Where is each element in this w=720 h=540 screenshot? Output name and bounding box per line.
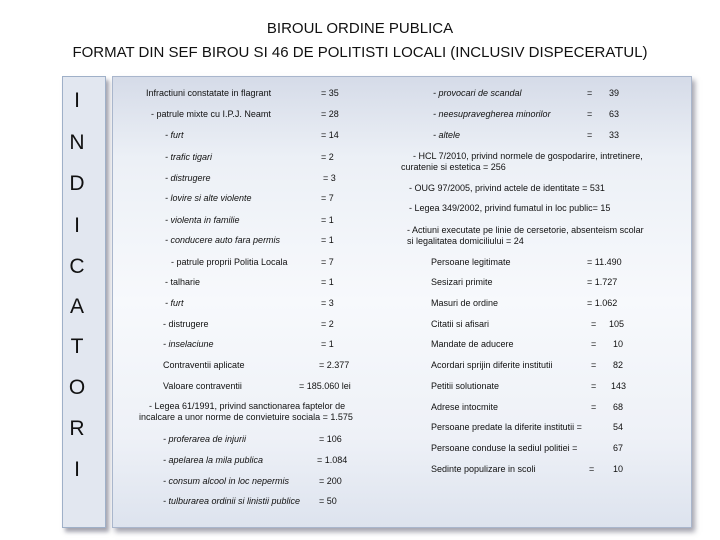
- proferarea-value: = 106: [319, 434, 342, 444]
- altele-label: - altele: [433, 130, 461, 140]
- vertical-letter: D: [69, 172, 85, 195]
- adrese-value: 68: [613, 402, 624, 412]
- conducere-value: = 1: [321, 235, 334, 245]
- distrugere-2-label: - distrugere: [163, 319, 209, 329]
- persoane-predate-value: 54: [613, 422, 624, 432]
- adrese-label: Adrese intocmite: [431, 402, 499, 412]
- citatii-label: Citatii si afisari: [431, 319, 490, 329]
- citatii-value: 105: [609, 319, 625, 329]
- persoane-legitimate-value: = 11.490: [587, 257, 622, 267]
- inselaciune-value: = 1: [321, 339, 334, 349]
- altele-value: 33: [609, 130, 620, 140]
- neesupravegherea-label: - neesupravegherea minorilor: [433, 109, 551, 119]
- vertical-letter: N: [69, 131, 85, 154]
- indicatori-vertical-bar: [62, 76, 106, 528]
- consum-alcool-value: = 200: [319, 476, 342, 486]
- hcl-line-1: - HCL 7/2010, privind normele de gospodarire, intretinere,: [413, 151, 643, 161]
- valoare-contraventii-label: Valoare contraventii: [163, 381, 242, 391]
- provocari-label: - provocari de scandal: [433, 88, 522, 98]
- vertical-letter: R: [69, 417, 85, 440]
- sedinte-label: Sedinte populizare in scoli: [431, 464, 536, 474]
- persoane-conduse-label: Persoane conduse la sediul politiei =: [431, 443, 578, 453]
- citatii-equals: =: [591, 319, 597, 329]
- lovire-value: = 7: [321, 193, 334, 203]
- hcl-line-2: curatenie si estetica = 256: [401, 162, 506, 172]
- acordari-label: Acordari sprijin diferite institutii: [431, 360, 553, 370]
- distrugere-label: - distrugere: [165, 173, 211, 183]
- sedinte-equals: =: [589, 464, 595, 474]
- title-line-2: FORMAT DIN SEF BIROU SI 46 DE POLITISTI LOCALI (INCLUSIV DISPECERATUL): [72, 44, 648, 61]
- contraventii-value: = 2.377: [319, 360, 350, 370]
- acordari-value: 82: [613, 360, 624, 370]
- tulburarea-value: = 50: [319, 496, 337, 506]
- mandate-label: Mandate de aducere: [431, 339, 514, 349]
- acordari-equals: =: [591, 360, 597, 370]
- infractiuni-value: = 35: [321, 88, 339, 98]
- actiuni-line-2: si legalitatea domiciliului = 24: [407, 236, 524, 246]
- talharie-value: = 1: [321, 277, 334, 287]
- altele-equals: =: [587, 130, 593, 140]
- infractiuni-label: Infractiuni constatate in flagrant: [146, 88, 272, 98]
- lege61-line-1: - Legea 61/1991, privind sanctionarea faptelor de: [149, 401, 346, 411]
- consum-alcool-label: - consum alcool in loc nepermis: [163, 476, 290, 486]
- petitii-equals: =: [591, 381, 597, 391]
- tulburarea-label: - tulburarea ordinii si linistii publice: [163, 496, 301, 506]
- proferarea-label: - proferarea de injurii: [163, 434, 247, 444]
- trafic-label: - trafic tigari: [165, 152, 213, 162]
- persoane-conduse-value: 67: [613, 443, 624, 453]
- vertical-letter: I: [74, 458, 80, 481]
- vertical-letter: I: [74, 89, 80, 112]
- patrule-mixte-value: = 28: [321, 109, 339, 119]
- vertical-letter: T: [70, 335, 84, 358]
- patrule-proprii-value: = 7: [321, 257, 334, 267]
- lege349-line: - Legea 349/2002, privind fumatul in loc public= 15: [409, 203, 611, 213]
- actiuni-line-1: - Actiuni executate pe linie de cersetorie, absenteism scolar: [407, 225, 644, 235]
- title-line-1: BIROUL ORDINE PUBLICA: [266, 20, 454, 37]
- indicators-panel: [112, 76, 692, 528]
- provocari-equals: =: [587, 88, 593, 98]
- neesupravegherea-value: 63: [609, 109, 620, 119]
- petitii-label: Petitii solutionate: [431, 381, 500, 391]
- contraventii-label: Contraventii aplicate: [163, 360, 245, 370]
- distrugere-value: = 3: [323, 173, 336, 183]
- apelarea-label: - apelarea la mila publica: [163, 455, 264, 465]
- provocari-value: 39: [609, 88, 620, 98]
- lege61-line-2: incalcare a unor norme de convietuire sociala = 1.575: [139, 412, 353, 422]
- apelarea-value: = 1.084: [317, 455, 348, 465]
- petitii-value: 143: [611, 381, 627, 391]
- distrugere-2-value: = 2: [321, 319, 334, 329]
- violenta-label: - violenta in familie: [165, 215, 240, 225]
- violenta-value: = 1: [321, 215, 334, 225]
- adrese-equals: =: [591, 402, 597, 412]
- vertical-letter: A: [69, 295, 84, 318]
- lovire-label: - lovire si alte violente: [165, 193, 252, 203]
- inselaciune-label: - inselaciune: [163, 339, 214, 349]
- trafic-value: = 2: [321, 152, 334, 162]
- furt-value: = 14: [321, 130, 339, 140]
- furt-2-value: = 3: [321, 298, 334, 308]
- sesizari-value: = 1.727: [587, 277, 618, 287]
- conducere-label: - conducere auto fara permis: [165, 235, 281, 245]
- masuri-value: = 1.062: [587, 298, 618, 308]
- persoane-legitimate-label: Persoane legitimate: [431, 257, 511, 267]
- mandate-equals: =: [591, 339, 597, 349]
- masuri-label: Masuri de ordine: [431, 298, 499, 308]
- vertical-letter: I: [74, 214, 80, 237]
- sesizari-label: Sesizari primite: [431, 277, 493, 287]
- vertical-letter: O: [68, 376, 86, 399]
- neesupravegherea-equals: =: [587, 109, 593, 119]
- talharie-label: - talharie: [165, 277, 201, 287]
- mandate-value: 10: [613, 339, 624, 349]
- patrule-mixte-label: - patrule mixte cu I.P.J. Neamt: [151, 109, 271, 119]
- furt-2-label: - furt: [165, 298, 184, 308]
- sedinte-value: 10: [613, 464, 624, 474]
- patrule-proprii-label: - patrule proprii Politia Locala: [171, 257, 288, 267]
- persoane-predate-label: Persoane predate la diferite institutii =: [431, 422, 582, 432]
- furt-label: - furt: [165, 130, 184, 140]
- vertical-letter: C: [69, 255, 85, 278]
- valoare-contraventii-value: = 185.060 lei: [299, 381, 351, 391]
- oug-line: - OUG 97/2005, privind actele de identitate = 531: [409, 183, 605, 193]
